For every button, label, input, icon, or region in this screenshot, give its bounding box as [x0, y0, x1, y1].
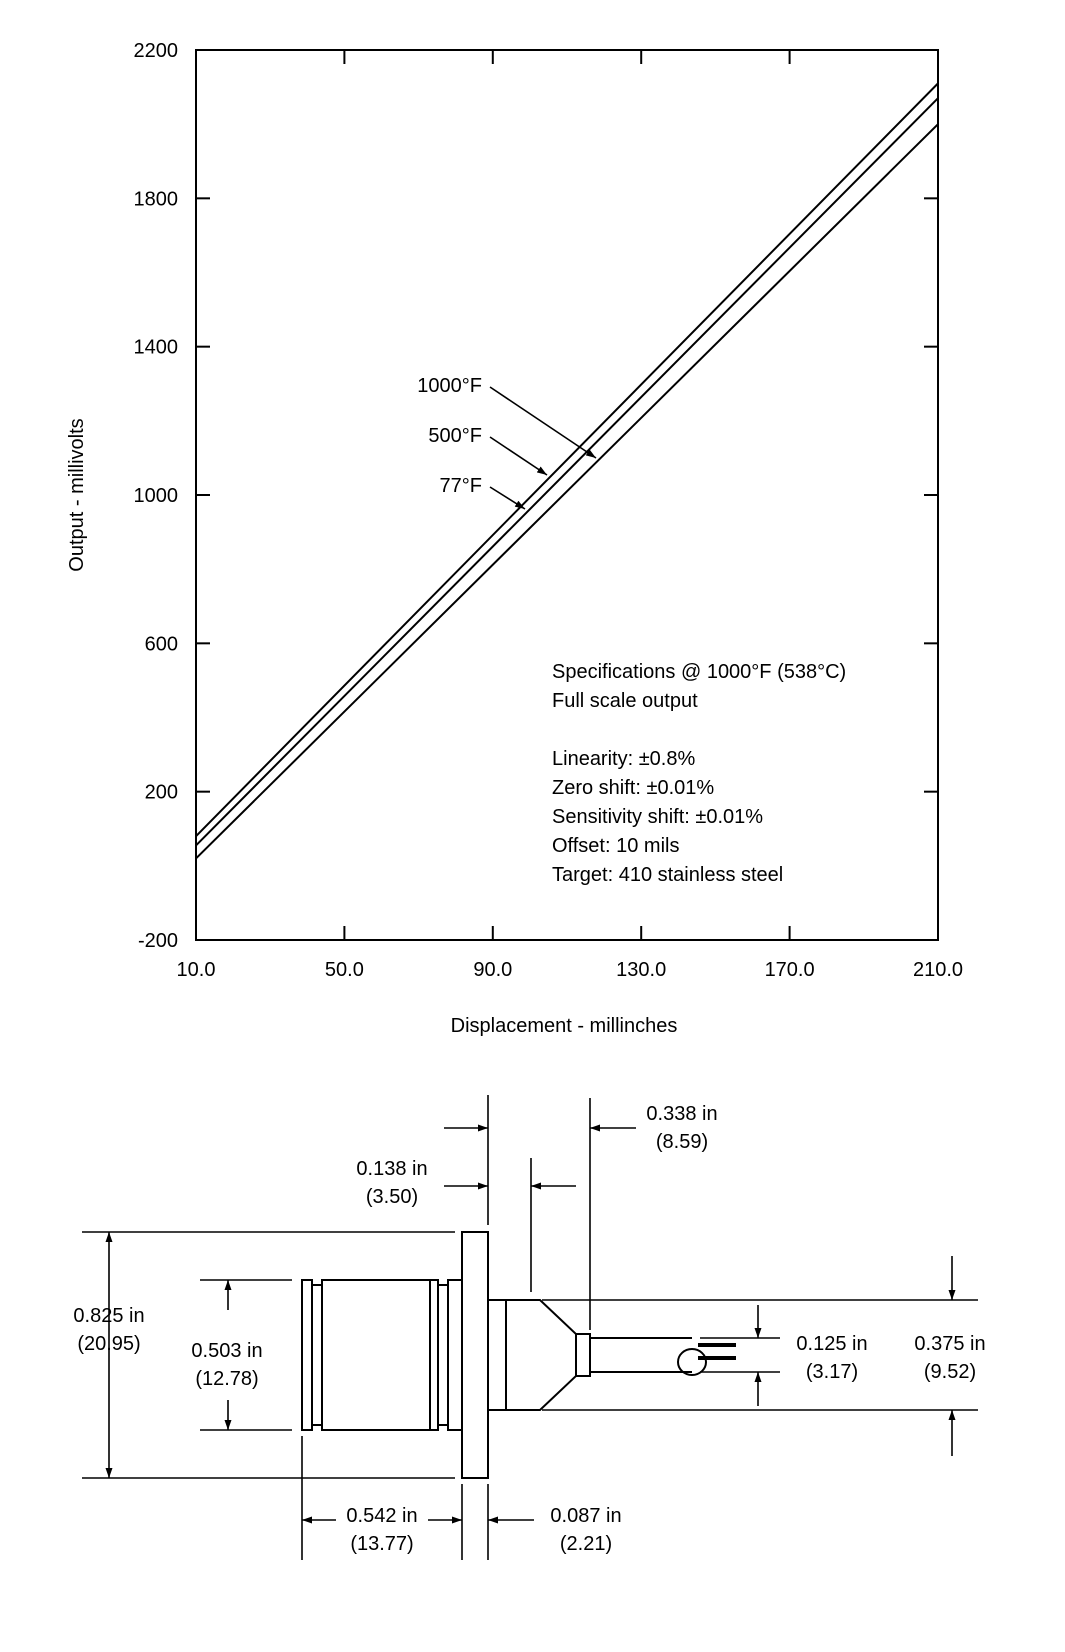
- y-tick-label: 2200: [133, 40, 178, 62]
- series-label-77f: 77°F: [439, 475, 482, 497]
- dim-label-0375: 0.375 in: [914, 1333, 986, 1355]
- x-tick-label: 90.0: [473, 959, 513, 981]
- spec-line: Linearity: ±0.8%: [552, 748, 696, 770]
- spec-line: Sensitivity shift: ±0.01%: [552, 806, 764, 828]
- series-pointer-500f: [490, 437, 547, 475]
- spec-line: Zero shift: ±0.01%: [552, 777, 715, 799]
- x-tick-label: 50.0: [324, 959, 364, 981]
- dim-label-0542-mm: (13.77): [350, 1533, 414, 1555]
- dim-label-0138: 0.138 in: [356, 1158, 428, 1180]
- series-lines: [196, 83, 938, 858]
- series-line: [196, 83, 938, 836]
- dim-label-0125-mm: (3.17): [805, 1361, 859, 1383]
- y-tick-label: 1400: [133, 336, 178, 359]
- mounting-flange: [462, 1232, 488, 1478]
- spec-line: Target: 410 stainless steel: [552, 864, 784, 886]
- dim-label-0338: 0.338 in: [646, 1103, 718, 1125]
- extension-lines: [82, 1095, 978, 1560]
- series-label-1000f: 1000°F: [417, 375, 482, 397]
- dim-label-0825-mm: (20.95): [77, 1333, 141, 1355]
- dim-label-0338-mm: (8.59): [655, 1131, 709, 1153]
- dim-label-0825: 0.825 in: [73, 1305, 145, 1327]
- dim-label-0503: 0.503 in: [191, 1340, 263, 1362]
- specifications-block: [552, 661, 846, 886]
- y-tick-label: 1800: [133, 188, 178, 211]
- dim-label-0087-mm: (2.21): [559, 1533, 613, 1555]
- dim-label-0503-mm: (12.78): [195, 1368, 259, 1390]
- x-tick-label: 170.0: [764, 959, 815, 981]
- probe-body: [302, 1232, 736, 1478]
- y-tick-label: 200: [144, 781, 178, 804]
- y-tick-label: 600: [144, 633, 178, 656]
- y-tick-label: 1000: [133, 485, 178, 507]
- dim-label-0542: 0.542 in: [346, 1505, 418, 1527]
- y-tick-label: -200: [137, 930, 178, 952]
- spec-line: Offset: 10 mils: [552, 835, 680, 857]
- x-tick-label: 130.0: [616, 959, 667, 981]
- dim-label-0125: 0.125 in: [796, 1333, 868, 1355]
- probe-dimension-drawing: [82, 1095, 978, 1560]
- dim-label-0375-mm: (9.52): [923, 1361, 977, 1383]
- dim-label-0087: 0.087 in: [550, 1505, 622, 1527]
- dim-label-0138-mm: (3.50): [365, 1186, 419, 1208]
- series-line: [196, 98, 938, 845]
- x-axis-label: Displacement - millinches: [450, 1015, 678, 1037]
- x-tick-label: 210.0: [912, 959, 964, 981]
- spec-line: Specifications @ 1000°F (538°C): [552, 661, 847, 683]
- series-label-500f: 500°F: [428, 425, 482, 447]
- dimension-labels: [73, 1103, 985, 1555]
- y-ticks: [134, 40, 939, 952]
- chart: [66, 40, 963, 1037]
- spec-line: Full scale output: [552, 690, 698, 712]
- x-tick-label: 10.0: [176, 959, 216, 981]
- series-pointer-77f: [490, 487, 525, 509]
- y-axis-label: Output - millivolts: [66, 418, 88, 572]
